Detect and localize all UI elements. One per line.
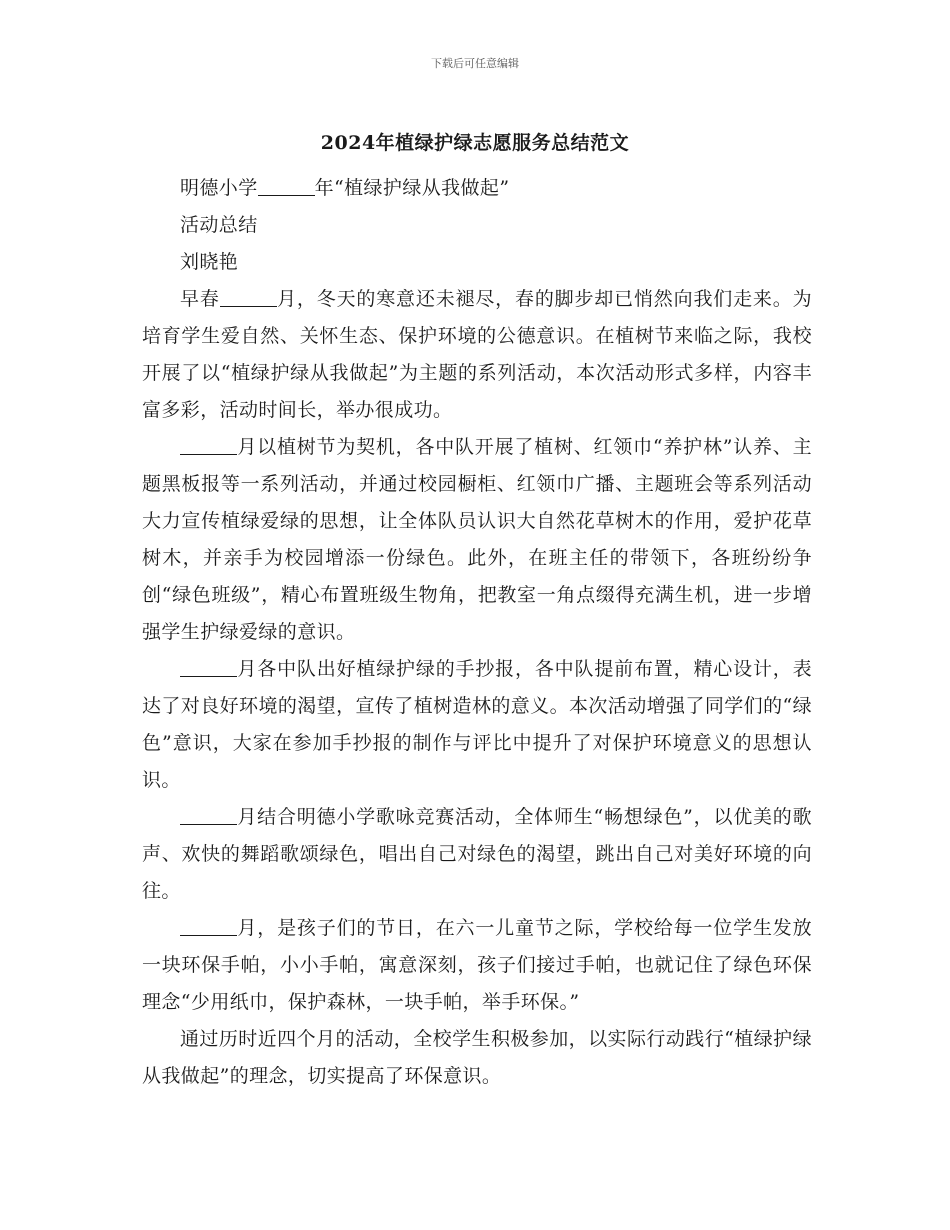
month-blank xyxy=(180,805,237,825)
author-name: 刘晓艳 xyxy=(180,251,239,273)
month-blank xyxy=(180,916,237,936)
paragraph-singing-contest xyxy=(142,799,812,910)
intro-line-summary xyxy=(142,207,812,244)
document-title: 2024年植绿护绿志愿服务总结范文 xyxy=(320,132,630,154)
month-blank xyxy=(220,287,277,307)
paragraph-childrens-day xyxy=(142,910,812,1021)
intro-line-text: 年“植绿护绿从我做起” xyxy=(314,177,510,199)
month-blank xyxy=(180,657,237,677)
paragraph-text: 早春 xyxy=(180,288,220,310)
intro-line-author xyxy=(142,244,812,281)
year-blank xyxy=(258,176,315,196)
month-blank xyxy=(180,435,237,455)
intro-line-text: 明德小学 xyxy=(180,177,258,199)
paragraph-text: 月以植树节为契机，各中队开展了植树、红领巾“养护林”认养、主题黑板报等一系列活动，并通过校园橱柜、红领巾广播、主题班会等系列活动大力宣传植绿爱绿的思想，让全体队员认识大自然花草树木的作用，爱护花草树木，并亲手为校园增添一份绿色。此外，在班主任的带领下，各班纷纷争创“绿色班级”，精心布置班级生物角，把教室一角点缀得充满生机，进一步增强学生护绿爱绿的意识。 xyxy=(142,436,812,643)
paragraph-early-spring xyxy=(142,281,812,429)
paragraph-text: 通过历时近四个月的活动，全校学生积极参加，以实际行动践行“植绿护绿从我做起”的理念，切实提高了环保意识。 xyxy=(142,1028,812,1087)
paragraph-text: 月，冬天的寒意还未褪尽，春的脚步却已悄然向我们走来。为培育学生爱自然、关怀生态、保护环境的公德意识。在植树节来临之际，我校开展了以“植绿护绿从我做起”为主题的系列活动，本次活动形式多样，内容丰富多彩，活动时间长，举办很成功。 xyxy=(142,288,812,421)
paragraph-handwritten-newspaper xyxy=(142,651,812,799)
intro-line-school xyxy=(142,170,812,207)
paragraph-text: 月各中队出好植绿护绿的手抄报，各中队提前布置，精心设计，表达了对良好环境的渴望，宣传了植树造林的意义。本次活动增强了同学们的“绿色”意识，大家在参加手抄报的制作与评比中提升了对保护环境意义的思想认识。 xyxy=(142,658,812,791)
paragraph-text: 月结合明德小学歌咏竞赛活动，全体师生“畅想绿色”，以优美的歌声、欢快的舞蹈歌颂绿色，唱出自己对绿色的渴望，跳出自己对美好环境的向往。 xyxy=(142,806,812,902)
paragraph-text: 月，是孩子们的节日，在六一儿童节之际，学校给每一位学生发放一块环保手帕，小小手帕，寓意深刻，孩子们接过手帕，也就记住了绿色环保理念“少用纸巾，保护森林，一块手帕，举手环保。” xyxy=(142,917,812,1013)
paragraph-arbor-day xyxy=(142,429,812,651)
paragraph-conclusion xyxy=(142,1021,812,1095)
page-header-note: 下载后可任意编辑 xyxy=(431,57,519,70)
intro-line-text: 活动总结 xyxy=(180,214,258,236)
document-body xyxy=(142,170,812,1095)
